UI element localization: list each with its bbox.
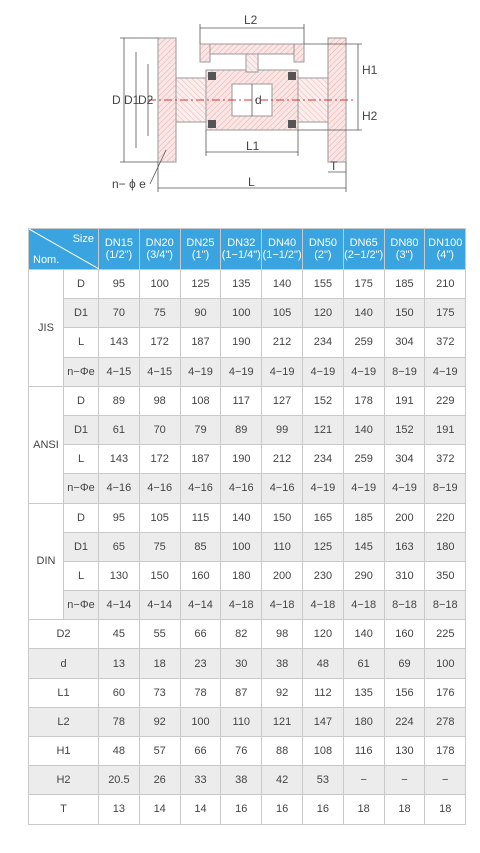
table-cell: 290 bbox=[343, 561, 384, 590]
table-cell: 100 bbox=[221, 299, 262, 328]
table-cell: 14 bbox=[139, 795, 180, 824]
size-header-dn100 bbox=[425, 229, 466, 270]
size-dn-label: DN20 bbox=[145, 237, 174, 249]
row-label: H1 bbox=[29, 737, 99, 766]
valve-drawing-svg bbox=[0, 0, 480, 200]
table-cell: 230 bbox=[302, 561, 343, 590]
table-row bbox=[29, 270, 466, 299]
table-cell: 100 bbox=[180, 707, 221, 736]
label-h1: H1 bbox=[362, 63, 378, 77]
size-header-dn65 bbox=[343, 229, 384, 270]
table-cell: 180 bbox=[343, 707, 384, 736]
table-cell: 89 bbox=[99, 386, 140, 415]
table-cell: 152 bbox=[384, 415, 425, 444]
table-cell: 190 bbox=[221, 445, 262, 474]
table-cell: 190 bbox=[221, 328, 262, 357]
row-label: D bbox=[64, 503, 99, 532]
table-row bbox=[29, 357, 466, 386]
table-cell: 278 bbox=[425, 707, 466, 736]
row-label: T bbox=[29, 795, 99, 824]
size-inch-label: (1−1/4") bbox=[221, 249, 261, 261]
corner-size-label: Size bbox=[72, 233, 94, 245]
table-cell: 61 bbox=[343, 649, 384, 678]
table-cell: 229 bbox=[425, 386, 466, 415]
table-cell: 4−16 bbox=[262, 474, 303, 503]
corner-nom-label: Nom. bbox=[33, 254, 60, 266]
table-cell: − bbox=[384, 766, 425, 795]
table-cell: 116 bbox=[343, 737, 384, 766]
table-cell: 180 bbox=[221, 561, 262, 590]
table-row bbox=[29, 445, 466, 474]
row-label: n−Φe bbox=[64, 357, 99, 386]
table-cell: 88 bbox=[262, 737, 303, 766]
table-cell: 4−16 bbox=[180, 474, 221, 503]
size-header-dn50 bbox=[302, 229, 343, 270]
table-cell: 4−19 bbox=[302, 474, 343, 503]
row-label: D bbox=[64, 270, 99, 299]
table-cell: 73 bbox=[139, 678, 180, 707]
table-cell: 30 bbox=[221, 649, 262, 678]
table-cell: 4−19 bbox=[384, 474, 425, 503]
table-row bbox=[29, 620, 466, 649]
table-cell: 78 bbox=[99, 707, 140, 736]
table-cell: 212 bbox=[262, 445, 303, 474]
row-label: n−Φe bbox=[64, 591, 99, 620]
table-cell: 200 bbox=[262, 561, 303, 590]
table-cell: 172 bbox=[139, 328, 180, 357]
table-cell: 69 bbox=[384, 649, 425, 678]
table-cell: 176 bbox=[425, 678, 466, 707]
table-row bbox=[29, 386, 466, 415]
label-d-small: d bbox=[255, 93, 262, 107]
table-cell: 4−14 bbox=[99, 591, 140, 620]
seal-bottom-right bbox=[288, 120, 296, 128]
label-l1: L1 bbox=[246, 139, 260, 153]
table-body bbox=[29, 270, 466, 825]
table-cell: 180 bbox=[425, 532, 466, 561]
valve-handle bbox=[200, 44, 304, 54]
table-cell: 160 bbox=[180, 561, 221, 590]
table-cell: 372 bbox=[425, 328, 466, 357]
size-dn-label: DN15 bbox=[104, 237, 133, 249]
table-cell: 87 bbox=[221, 678, 262, 707]
table-cell: 115 bbox=[180, 503, 221, 532]
table-cell: 48 bbox=[302, 649, 343, 678]
row-label: D1 bbox=[64, 299, 99, 328]
table-cell: 70 bbox=[139, 415, 180, 444]
table-cell: 4−19 bbox=[343, 357, 384, 386]
table-cell: 4−19 bbox=[302, 357, 343, 386]
label-h2: H2 bbox=[362, 109, 378, 123]
size-inch-label: (4") bbox=[436, 249, 454, 261]
valve-dimension-drawing bbox=[0, 0, 480, 200]
table-cell: 185 bbox=[384, 270, 425, 299]
table-row bbox=[29, 766, 466, 795]
table-cell: 8−18 bbox=[425, 591, 466, 620]
table-cell: 99 bbox=[262, 415, 303, 444]
table-row bbox=[29, 474, 466, 503]
table-cell: 61 bbox=[99, 415, 140, 444]
label-n-phi-e: n− ϕ e bbox=[112, 177, 146, 191]
table-cell: 145 bbox=[343, 532, 384, 561]
size-dn-label: DN80 bbox=[390, 237, 419, 249]
table-cell: 105 bbox=[139, 503, 180, 532]
table-cell: 121 bbox=[262, 707, 303, 736]
table-cell: 16 bbox=[302, 795, 343, 824]
size-inch-label: (2−1/2") bbox=[344, 249, 384, 261]
table-cell: 100 bbox=[425, 649, 466, 678]
table-cell: 304 bbox=[384, 328, 425, 357]
table-cell: 4−19 bbox=[262, 357, 303, 386]
table-cell: 4−15 bbox=[139, 357, 180, 386]
standard-group-din: DIN bbox=[29, 503, 64, 620]
table-cell: 4−18 bbox=[343, 591, 384, 620]
table-cell: 98 bbox=[139, 386, 180, 415]
row-label: D1 bbox=[64, 415, 99, 444]
table-cell: 127 bbox=[262, 386, 303, 415]
table-cell: 85 bbox=[180, 532, 221, 561]
table-cell: 57 bbox=[139, 737, 180, 766]
seal-top-left bbox=[208, 72, 216, 80]
table-cell: 143 bbox=[99, 328, 140, 357]
table-cell: 38 bbox=[262, 649, 303, 678]
table-cell: 175 bbox=[343, 270, 384, 299]
row-label: L bbox=[64, 445, 99, 474]
table-cell: − bbox=[343, 766, 384, 795]
table-cell: 4−18 bbox=[221, 591, 262, 620]
row-label: L bbox=[64, 561, 99, 590]
table-cell: 125 bbox=[302, 532, 343, 561]
table-cell: 18 bbox=[425, 795, 466, 824]
row-label: L1 bbox=[29, 678, 99, 707]
table-cell: 210 bbox=[425, 270, 466, 299]
table-cell: 140 bbox=[343, 299, 384, 328]
table-cell: 23 bbox=[180, 649, 221, 678]
table-cell: 53 bbox=[302, 766, 343, 795]
size-dn-label: DN65 bbox=[349, 237, 378, 249]
table-cell: 4−19 bbox=[180, 357, 221, 386]
table-cell: 224 bbox=[384, 707, 425, 736]
table-cell: 8−19 bbox=[425, 474, 466, 503]
table-row bbox=[29, 737, 466, 766]
size-header-dn25 bbox=[180, 229, 221, 270]
table-cell: 147 bbox=[302, 707, 343, 736]
table-cell: 8−18 bbox=[384, 591, 425, 620]
size-inch-label: (3") bbox=[395, 249, 414, 261]
size-header-dn80 bbox=[384, 229, 425, 270]
table-cell: 121 bbox=[302, 415, 343, 444]
table-cell: 150 bbox=[262, 503, 303, 532]
table-cell: 140 bbox=[343, 620, 384, 649]
table-cell: 18 bbox=[139, 649, 180, 678]
size-dn-label: DN100 bbox=[428, 237, 463, 249]
table-cell: 70 bbox=[99, 299, 140, 328]
table-cell: 16 bbox=[221, 795, 262, 824]
table-cell: 191 bbox=[425, 415, 466, 444]
table-cell: 4−19 bbox=[221, 357, 262, 386]
table-cell: 187 bbox=[180, 328, 221, 357]
table-row bbox=[29, 591, 466, 620]
table-cell: 4−16 bbox=[139, 474, 180, 503]
dimension-spec-table bbox=[28, 228, 466, 825]
table-cell: 4−16 bbox=[99, 474, 140, 503]
table-cell: 178 bbox=[343, 386, 384, 415]
row-label: L2 bbox=[29, 707, 99, 736]
size-inch-label: (1/2") bbox=[105, 249, 133, 261]
table-cell: 120 bbox=[302, 299, 343, 328]
row-label: H2 bbox=[29, 766, 99, 795]
table-cell: 259 bbox=[343, 445, 384, 474]
table-row bbox=[29, 795, 466, 824]
size-inch-label: (1−1/2") bbox=[262, 249, 302, 261]
table-cell: 165 bbox=[302, 503, 343, 532]
table-cell: 18 bbox=[343, 795, 384, 824]
table-cell: 14 bbox=[180, 795, 221, 824]
label-d1: D1 bbox=[124, 93, 140, 107]
label-l2: L2 bbox=[244, 13, 258, 27]
table-cell: − bbox=[425, 766, 466, 795]
table-cell: 155 bbox=[302, 270, 343, 299]
table-cell: 16 bbox=[262, 795, 303, 824]
table-cell: 105 bbox=[262, 299, 303, 328]
table-row bbox=[29, 532, 466, 561]
size-dn-label: DN40 bbox=[268, 237, 297, 249]
size-dn-label: DN25 bbox=[186, 237, 215, 249]
table-cell: 20.5 bbox=[99, 766, 140, 795]
label-t: T bbox=[330, 159, 338, 173]
table-cell: 90 bbox=[180, 299, 221, 328]
table-cell: 234 bbox=[302, 328, 343, 357]
table-cell: 187 bbox=[180, 445, 221, 474]
table-cell: 259 bbox=[343, 328, 384, 357]
table-cell: 200 bbox=[384, 503, 425, 532]
table-cell: 163 bbox=[384, 532, 425, 561]
label-d: D bbox=[112, 93, 121, 107]
table-cell: 140 bbox=[343, 415, 384, 444]
table-cell: 89 bbox=[221, 415, 262, 444]
table-cell: 13 bbox=[99, 649, 140, 678]
table-cell: 372 bbox=[425, 445, 466, 474]
table-cell: 185 bbox=[343, 503, 384, 532]
table-row bbox=[29, 328, 466, 357]
table-cell: 4−14 bbox=[139, 591, 180, 620]
size-header-dn32 bbox=[221, 229, 262, 270]
table-row bbox=[29, 707, 466, 736]
table-cell: 150 bbox=[139, 561, 180, 590]
table-cell: 110 bbox=[221, 707, 262, 736]
table-cell: 135 bbox=[343, 678, 384, 707]
handle-grip-right bbox=[294, 44, 304, 62]
table-cell: 79 bbox=[180, 415, 221, 444]
label-d2: D2 bbox=[138, 93, 154, 107]
table-row bbox=[29, 299, 466, 328]
size-inch-label: (2") bbox=[314, 249, 332, 261]
table-cell: 38 bbox=[221, 766, 262, 795]
table-cell: 48 bbox=[99, 737, 140, 766]
table-row bbox=[29, 678, 466, 707]
table-cell: 140 bbox=[262, 270, 303, 299]
table-cell: 304 bbox=[384, 445, 425, 474]
table-cell: 95 bbox=[99, 270, 140, 299]
table-cell: 220 bbox=[425, 503, 466, 532]
table-row bbox=[29, 503, 466, 532]
table-cell: 125 bbox=[180, 270, 221, 299]
table-cell: 66 bbox=[180, 737, 221, 766]
table-cell: 33 bbox=[180, 766, 221, 795]
size-header-dn20 bbox=[139, 229, 180, 270]
table-cell: 76 bbox=[221, 737, 262, 766]
label-l: L bbox=[248, 175, 255, 189]
table-cell: 4−19 bbox=[343, 474, 384, 503]
table-cell: 8−19 bbox=[384, 357, 425, 386]
table-cell: 55 bbox=[139, 620, 180, 649]
table-cell: 117 bbox=[221, 386, 262, 415]
standard-group-jis: JIS bbox=[29, 270, 64, 387]
table-cell: 120 bbox=[302, 620, 343, 649]
table-cell: 234 bbox=[302, 445, 343, 474]
row-label: D1 bbox=[64, 532, 99, 561]
table-row bbox=[29, 415, 466, 444]
table-cell: 100 bbox=[221, 532, 262, 561]
table-cell: 4−16 bbox=[221, 474, 262, 503]
table-cell: 175 bbox=[425, 299, 466, 328]
table-corner-cell bbox=[29, 229, 99, 270]
table-cell: 66 bbox=[180, 620, 221, 649]
table-cell: 156 bbox=[384, 678, 425, 707]
size-dn-label: DN32 bbox=[227, 237, 256, 249]
table-cell: 60 bbox=[99, 678, 140, 707]
row-label: D2 bbox=[29, 620, 99, 649]
row-label: n−Φe bbox=[64, 474, 99, 503]
table-cell: 42 bbox=[262, 766, 303, 795]
table-cell: 82 bbox=[221, 620, 262, 649]
table-row bbox=[29, 561, 466, 590]
table-cell: 92 bbox=[262, 678, 303, 707]
table-cell: 108 bbox=[302, 737, 343, 766]
table-cell: 65 bbox=[99, 532, 140, 561]
standard-group-ansi: ANSI bbox=[29, 386, 64, 503]
table-cell: 100 bbox=[139, 270, 180, 299]
table-cell: 4−14 bbox=[180, 591, 221, 620]
table-cell: 26 bbox=[139, 766, 180, 795]
table-cell: 178 bbox=[425, 737, 466, 766]
seal-top-right bbox=[288, 72, 296, 80]
handle-grip-left bbox=[200, 44, 210, 62]
table-cell: 140 bbox=[221, 503, 262, 532]
size-inch-label: (3/4") bbox=[146, 249, 173, 261]
table-cell: 78 bbox=[180, 678, 221, 707]
table-cell: 212 bbox=[262, 328, 303, 357]
table-cell: 150 bbox=[384, 299, 425, 328]
table-cell: 4−19 bbox=[425, 357, 466, 386]
seal-bottom-left bbox=[208, 120, 216, 128]
table-cell: 4−18 bbox=[302, 591, 343, 620]
table-cell: 172 bbox=[139, 445, 180, 474]
size-header-dn40 bbox=[262, 229, 303, 270]
table-cell: 350 bbox=[425, 561, 466, 590]
table-cell: 13 bbox=[99, 795, 140, 824]
table-cell: 92 bbox=[139, 707, 180, 736]
table-cell: 191 bbox=[384, 386, 425, 415]
table-cell: 135 bbox=[221, 270, 262, 299]
table-cell: 225 bbox=[425, 620, 466, 649]
table-cell: 112 bbox=[302, 678, 343, 707]
size-dn-label: DN50 bbox=[308, 237, 337, 249]
table-cell: 75 bbox=[139, 299, 180, 328]
row-label: L bbox=[64, 328, 99, 357]
table-cell: 4−18 bbox=[262, 591, 303, 620]
table-cell: 95 bbox=[99, 503, 140, 532]
table-cell: 4−15 bbox=[99, 357, 140, 386]
table-cell: 310 bbox=[384, 561, 425, 590]
table-cell: 110 bbox=[262, 532, 303, 561]
size-header-dn15 bbox=[99, 229, 140, 270]
table-cell: 160 bbox=[384, 620, 425, 649]
row-label: d bbox=[29, 649, 99, 678]
table-cell: 18 bbox=[384, 795, 425, 824]
table-cell: 75 bbox=[139, 532, 180, 561]
table-cell: 45 bbox=[99, 620, 140, 649]
size-inch-label: (1") bbox=[191, 249, 210, 261]
table-cell: 108 bbox=[180, 386, 221, 415]
table-row bbox=[29, 649, 466, 678]
table-cell: 98 bbox=[262, 620, 303, 649]
table-cell: 130 bbox=[384, 737, 425, 766]
table-header-row bbox=[29, 229, 466, 270]
row-label: D bbox=[64, 386, 99, 415]
table-cell: 130 bbox=[99, 561, 140, 590]
table-cell: 143 bbox=[99, 445, 140, 474]
table-cell: 152 bbox=[302, 386, 343, 415]
